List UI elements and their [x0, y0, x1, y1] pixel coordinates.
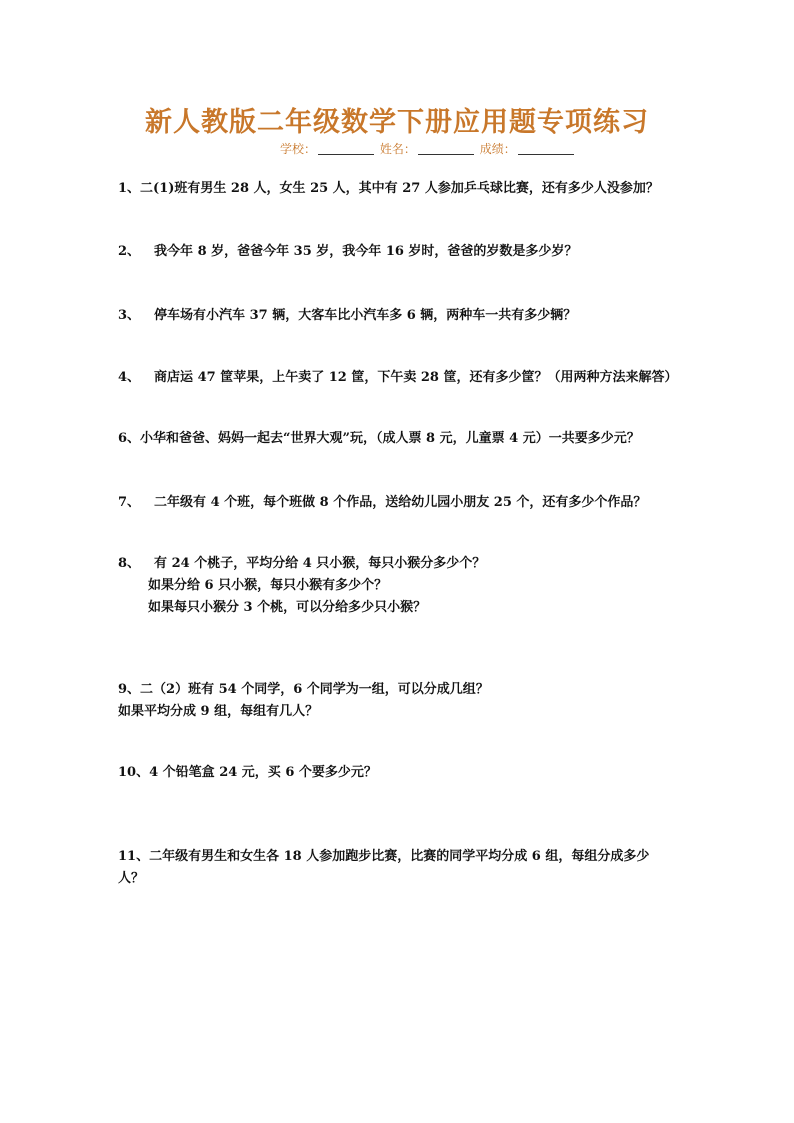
name-blank — [418, 142, 474, 155]
question-10 — [118, 762, 688, 784]
question-text-line2: 如果分给 6 只小猴，每只小猴有多少个？ — [148, 578, 388, 593]
question-text: 有 24 个桃子，平均分给 4 只小猴，每只小猴分多少个？ — [154, 556, 486, 571]
question-6 — [118, 428, 688, 450]
score-blank — [518, 142, 574, 155]
question-text: 小华和爸爸、妈妈一起去“世界大观”玩，（成人票 8 元，儿童票 4 元）一共要多少元？ — [140, 431, 640, 446]
question-8 — [118, 553, 688, 619]
question-text: 我今年 8 岁，爸爸今年 35 岁，我今年 16 岁时，爸爸的岁数是多少岁？ — [154, 244, 578, 259]
question-text-line2: 如果平均分成 9 组，每组有几人？ — [118, 704, 319, 719]
question-4 — [118, 367, 688, 389]
school-blank — [318, 142, 374, 155]
question-text: 二（2）班有 54 个同学，6 个同学为一组，可以分成几组？ — [140, 682, 489, 697]
question-text: 停车场有小汽车 37 辆，大客车比小汽车多 6 辆，两种车一共有多少辆？ — [154, 308, 577, 323]
question-text: 二(1)班有男生 28 人，女生 25 人，其中有 27 人参加乒乓球比赛，还有多少人没参加？ — [140, 181, 659, 196]
question-3 — [118, 305, 688, 327]
question-text: 二年级有 4 个班，每个班做 8 个作品，送给幼儿园小朋友 25 个，还有多少个作品？ — [154, 495, 647, 510]
question-number: 9、 — [118, 682, 141, 697]
question-number: 6、 — [118, 431, 141, 446]
question-number: 8、 — [118, 556, 141, 571]
page-title: 新人教版二年级数学下册应用题专项练习 — [145, 107, 649, 138]
question-number: 4、 — [118, 370, 141, 385]
question-1 — [118, 178, 688, 200]
question-text: 4 个铅笔盒 24 元，买 6 个要多少元？ — [149, 765, 377, 780]
name-label: 姓名： — [379, 142, 416, 156]
question-text: 二年级有男生和女生各 18 人参加跑步比赛，比赛的同学平均分成 6 组，每组分成多少 — [149, 849, 650, 864]
question-number: 1、 — [118, 181, 141, 196]
question-text-line3: 如果每只小猴分 3 个桃，可以分给多少只小猴？ — [148, 600, 427, 615]
question-number: 7、 — [118, 495, 141, 510]
question-2 — [118, 241, 688, 263]
school-label: 学校： — [280, 142, 317, 156]
question-number: 10、 — [118, 765, 150, 780]
question-text-line2: 人？ — [118, 871, 145, 886]
student-info-line — [280, 140, 576, 157]
question-text: 商店运 47 筐苹果，上午卖了 12 筐，下午卖 28 筐，还有多少筐？（用两种方法来解答） — [154, 370, 678, 385]
question-number: 3、 — [118, 308, 141, 323]
question-7 — [118, 492, 688, 514]
question-number: 2、 — [118, 244, 141, 259]
question-number: 11、 — [118, 849, 150, 864]
question-11 — [118, 846, 688, 890]
score-label: 成绩： — [479, 142, 516, 156]
question-9 — [118, 679, 688, 723]
